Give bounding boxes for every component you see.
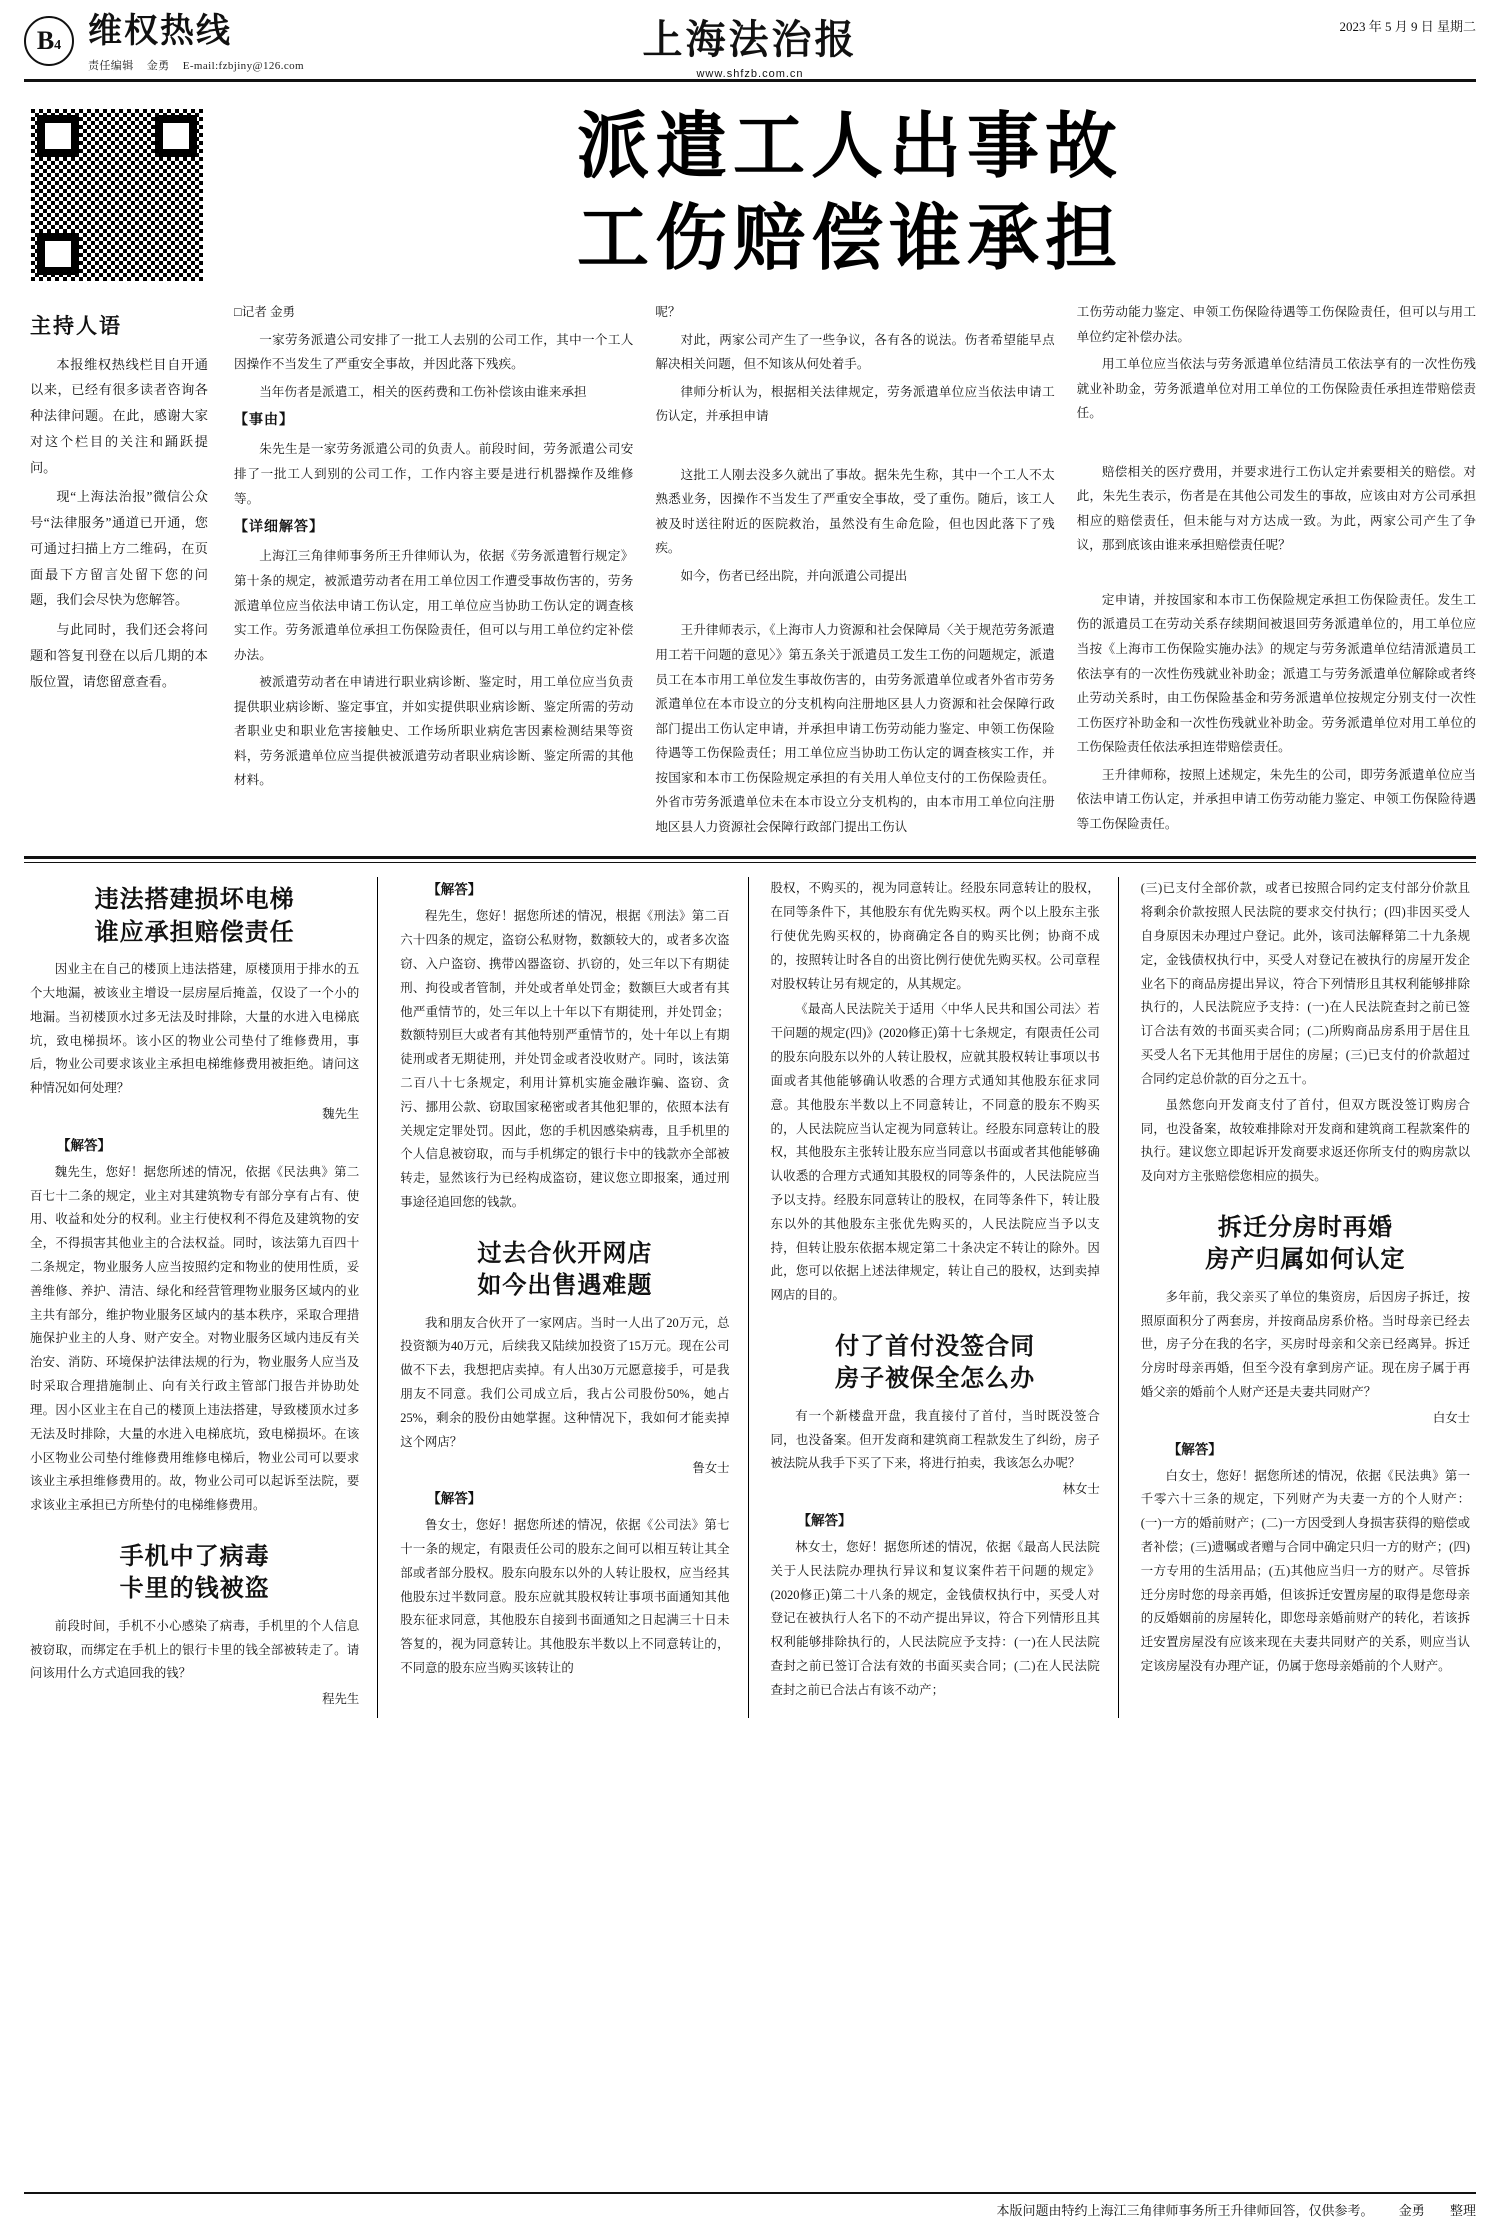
page-footer <box>24 2192 1476 2219</box>
headline-column <box>214 100 1476 843</box>
divider-thick <box>24 856 1476 859</box>
qr-code-icon[interactable] <box>28 106 206 284</box>
article-byline: □记者 金勇 <box>234 305 296 319</box>
article-reason-tag: 【事由】 <box>234 413 294 429</box>
article-paragraph: 定申请，并按国家和本市工伤保险规定承担工伤保险责任。发生工伤的派遣员工在劳动关系存续期间被退回劳务派遣单位的，用工单位应当按《上海市工伤保险实施办法》的规定与劳务派遣单位结清派遣员工依法享有的一次性伤残就业补助金；派遣工与劳务派遣单位解除或者终止劳动关系时，由工伤保险基金和劳务派遣单位按规定分别支付一次性工伤医疗补助金和一次性伤残就业补助金。劳务派遣单位对用工单位的工伤保险责任依法承担连带赔偿责任。 <box>1076 592 1476 755</box>
footer-role: 整理 <box>1449 2203 1476 2218</box>
qa-signature: 林女士 <box>1062 1482 1100 1497</box>
article-paragraph: 王升律师称，按照上述规定，朱先生的公司，即劳务派遣单位应当依法申请工伤认定，并承担申请工伤劳动能力鉴定、申领工伤保险待遇等工伤保险责任。 <box>1076 767 1476 831</box>
section-credits <box>88 57 314 73</box>
article-paragraph: 王升律师表示，《上海市人力资源和社会保障局〈关于规范劳务派遣用工若干问题的意见〉》第五条关于派遣员工发生工伤的问题规定，派遣员工在本市用工单位发生事故伤害的，由劳务派遣单位或者外省市劳务派遣单位在本市设立的分支机构向注册地区县人力资源和社会保障行政部门提出工伤认定申请，并承担申请工伤劳动能力鉴定、申领工伤保险待遇等工伤保险责任；用工单位应当协助工伤认定的调查核实工作，并按国家和本市工伤保险规定承担的有关用人单位支付的工伤保险责任。外省市劳务派遣单位未在本市设立分支机构的，由本市用工单位向注册地区县人力资源社会保障行政部门提出工伤认 <box>655 623 1055 834</box>
article-detail-tag: 【详细解答】 <box>234 520 324 536</box>
article-paragraph: 赔偿相关的医疗费用，并要求进行工伤认定并索要相关的赔偿。对此，朱先生表示，伤者是在其他公司发生的事故，应该由对方公司承担相应的赔偿责任，但未能与对方达成一致。为此，两家公司产生了争议，那到底该由谁来承担赔偿责任呢？ <box>1076 464 1476 553</box>
headline-line-1: 派遣工人出事故 <box>576 103 1123 188</box>
article-paragraph: 呢？ <box>655 305 681 319</box>
editor-name: 金勇 <box>146 59 170 72</box>
footer-editor: 金勇 <box>1398 2203 1425 2218</box>
article-column-1 <box>234 300 633 842</box>
qa-title-line: 房产归属如何认定 <box>1205 1245 1406 1274</box>
host-text <box>30 352 208 695</box>
article-paragraph: 对此，两家公司产生了一些争议，各有各的说法。伤者希望能早点解决相关问题，但不知该从何处着手。 <box>655 332 1055 372</box>
paper-title-block <box>643 8 858 80</box>
host-paragraph: 本报维权热线栏目自开通以来，已经有很多读者咨询各种法律问题。在此，感谢大家对这个栏目的关注和踊跃提问。 <box>30 356 208 475</box>
qa-title-1 <box>30 883 359 948</box>
qa-column-4 <box>1118 877 1470 1718</box>
qa-title-line: 违法搭建损坏电梯 <box>94 885 295 914</box>
qa-section <box>24 877 1476 1718</box>
qr-column <box>24 100 214 843</box>
section-header <box>88 11 314 73</box>
qa-signature: 魏先生 <box>322 1107 360 1122</box>
qa-title-line: 卡里的钱被盗 <box>119 1574 270 1603</box>
qa-title-line: 拆迁分房时再婚 <box>1217 1212 1393 1241</box>
article-column-2 <box>655 300 1054 842</box>
qa-title-3 <box>400 1237 729 1302</box>
article-paragraph: 朱先生是一家劳务派遣公司的负责人。前段时间，劳务派遣公司安排了一批工人到别的公司工作，工作内容主要是进行机器操作及维修等。 <box>234 442 634 506</box>
qa-question-body: 前段时间，手机不小心感染了病毒，手机里的个人信息被窃取，而绑定在手机上的银行卡里的钱全部被转走了。请问该用什么方式追回我的钱？ <box>30 1618 360 1681</box>
article-paragraph: 这批工人刚去没多久就出了事故。据朱先生称，其中一个工人不太熟悉业务，因操作不当发生了严重安全事故，受了重伤。随后，该工人被及时送往附近的医院救治，虽然没有生命危险，但也因此落下了残疾。 <box>655 467 1055 556</box>
article-paragraph: 律师分析认为，根据相关法律规定，劳务派遣单位应当依法申请工伤认定，并承担申请 <box>655 384 1055 424</box>
qa-column-2 <box>377 877 747 1718</box>
qa-title-5 <box>1141 1211 1470 1276</box>
qa-title-4 <box>771 1330 1100 1395</box>
qa-signature: 白女士 <box>1432 1410 1470 1425</box>
editor-email: E-mail:fzbjiny@126.com <box>182 59 304 72</box>
qa-title-line: 如今出售遇难题 <box>477 1271 653 1300</box>
qa-answer-body: 鲁女士，您好！据您所述的情况，依据《公司法》第七十一条的规定，有限责任公司的股东之间可以相互转让其全部或者部分股权。股东向股东以外的人转让股权，应当经其他股东过半数同意。股东应就其股权转让事项书面通知其他股东征求同意，其他股东自接到书面通知之日起满三十日未答复的，视为同意转让。其他股东半数以上不同意转让的，不同意的股东应当购买该转让的 <box>400 1518 730 1676</box>
article-paragraph: 当年伤者是派遣工，相关的医药费和工伤补偿该由谁来承担 <box>259 384 587 399</box>
page-badge-number: 4 <box>54 38 62 53</box>
qa-question-body: 有一个新楼盘开盘，我直接付了首付，当时既没签合同，也没备案。但开发商和建筑商工程款发生了纠纷，房子被法院从我手下买了下来，将进行拍卖，我该怎么办呢？ <box>770 1408 1100 1471</box>
qa-column-1 <box>30 877 377 1718</box>
qa-answer-body: 魏先生，您好！据您所述的情况，依据《民法典》第二百七十二条的规定，业主对其建筑物专有部分享有占有、使用、收益和处分的权利。业主行使权利不得危及建筑物的安全，不得损害其他业主的合法权益。同时，该法第九百四十二条规定，物业服务人应当按照约定和物业的使用性质，妥善维修、养护、清洁、绿化和经营管理物业服务区域内的业主共有部分，维护物业服务区域内的基本秩序，采取合理措施保护业主的人身、财产安全。对物业服务区域内违反有关治安、消防、环境保护法律法规的行为，物业服务人应当及时采取合理措施制止、向有关行政主管部门报告并协助处理。因小区业主在自己的楼顶上违法搭建，导致楼顶水过多无法及时排除，大量的水进入电梯底坑，致电梯损坏。在该小区物业公司垫付维修费用维修电梯后，物业公司可以要求该业主承担维修费用的。故，物业公司可以起诉至法院，要求该业主承担已方所垫付的电梯维修费用。 <box>30 1164 360 1513</box>
headline-line-2: 工伤赔偿谁承担 <box>576 195 1123 280</box>
qa-answer-body: 程先生，您好！据您所述的情况，根据《刑法》第二百六十四条的规定，盗窃公私财物，数额较大的，或者多次盗窃、入户盗窃、携带凶器盗窃、扒窃的，处三年以下有期徒刑、拘役或者管制，并处或者单处罚金；数额巨大或者有其他严重情节的，处三年以上十年以下有期徒刑，并处罚金；数额特别巨大或者有其他特别严重情节的，处十年以上有期徒刑或者无期徒刑，并处罚金或者没收财产。同时，该法第二百八十七条规定，利用计算机实施金融诈骗、盗窃、贪污、挪用公款、窃取国家秘密或者其他犯罪的，依照本法有关规定定罪处罚。因此，您的手机因感染病毒，且手机里的个人信息被窃取，而与手机绑定的银行卡中的钱款亦全部被转走，显然该行为已经构成盗窃，建议您立即报案，通过刑事途径追回您的钱款。 <box>400 909 730 1210</box>
qa-signature: 程先生 <box>322 1692 360 1707</box>
qa-answer-body: 林女士，您好！据您所述的情况，依据《最高人民法院关于人民法院办理执行异议和复议案件若干问题的规定》(2020修正)第二十八条的规定，金钱债权执行中，买受人对登记在被执行人名下的不动产提出异议，符合下列情形且其权利能够排除执行的，人民法院应予支持：(一)在人民法院查封之前已签订合法有效的书面买卖合同；(二)在人民法院查封之前已合法占有该不动产； <box>770 1539 1100 1697</box>
qa-title-2 <box>30 1540 359 1605</box>
qa-question-body: 我和朋友合伙开了一家网店。当时一人出了20万元，总投资额为40万元，后续我又陆续加投资了15万元。现在公司做不下去，我想把店卖掉。有人出30万元愿意接手，可是我朋友不同意。我们公司成立后，我占公司股份50%，她占25%，剩余的股份由她掌握。这种情况下，我如何才能卖掉这个网店？ <box>400 1315 730 1449</box>
qa-title-line: 过去合伙开网店 <box>477 1238 653 1267</box>
divider-thin <box>24 862 1476 863</box>
host-paragraph: 现“上海法治报”微信公众号“法律服务”通道已开通，您可通过扫描上方二维码，在页面最下方留言处留下您的问题，我们会尽快为您解答。 <box>30 489 208 608</box>
page-number-badge <box>24 16 74 66</box>
editor-label: 责任编辑 <box>88 59 134 72</box>
qa-column-3 <box>748 877 1118 1718</box>
qa-answer-tag: 【解答】 <box>427 882 482 898</box>
qa-answer-tag: 【解答】 <box>797 1513 852 1529</box>
masthead <box>24 0 1476 82</box>
qa-title-line: 谁应承担赔偿责任 <box>94 917 295 946</box>
article-paragraph: 上海江三角律师事务所王升律师认为，依据《劳务派遣暂行规定》第十条的规定，被派遣劳动者在用工单位因工作遭受事故伤害的，劳务派遣单位应当依法申请工伤认定，用工单位应当协助工伤认定的调查核实工作。劳务派遣单位承担工伤保险责任，但可以与用工单位约定补偿办法。 <box>234 549 634 662</box>
qa-signature: 鲁女士 <box>692 1460 730 1475</box>
page-title <box>224 100 1476 284</box>
qa-question-body: 因业主在自己的楼顶上违法搭建，原楼顶用于排水的五个大地漏，被该业主增设一层房屋后掩盖，仅设了一个小的地漏。当初楼顶水过多无法及时排除，大量的水进入电梯底坑，致电梯损坏。该小区的物业公司垫付了维修费用，事后，物业公司要求该业主承担电梯维修费用被拒绝。请问这种情况如何处理？ <box>30 962 360 1096</box>
article-column-3 <box>1077 300 1476 842</box>
qa-title-line: 付了首付没签合同 <box>835 1332 1036 1361</box>
qa-answer-body: (三)已支付全部价款，或者已按照合同约定支付部分价款且将剩余价款按照人民法院的要求交付执行；(四)非因买受人自身原因未办理过户登记。此外，该司法解释第二十九条规定，金钱债权执行中，买受人对登记在被执行的房屋开发企业名下的商品房提出异议，符合下列情形且其权利能够排除执行的，人民法院应予支持：(一)在人民法院查封之前已签订合法有效的书面买卖合同；(二)所购商品房系用于居住且买受人名下无其他用于居住的房屋；(三)已支付的价款超过合同约定总价款的百分之五十。 <box>1140 881 1470 1086</box>
qa-title-line: 房子被保全怎么办 <box>835 1364 1036 1393</box>
paper-name: 上海法治报 <box>642 17 858 62</box>
article-paragraph: 用工单位应当依法与劳务派遣单位结清员工依法享有的一次性伤残就业补助金，劳务派遣单位对用工单位的工伤保险责任承担连带赔偿责任。 <box>1076 357 1476 421</box>
article-paragraph: 被派遣劳动者在申请进行职业病诊断、鉴定时，用工单位应当负责提供职业病诊断、鉴定事宜，并如实提供职业病诊断、鉴定所需的劳动者职业史和职业危害接触史、工作场所职业病危害因素检测结果等资料，劳务派遣单位应当提供被派遣劳动者职业病诊断、鉴定所需的其他材料。 <box>234 675 634 788</box>
qa-answer-body: 虽然您向开发商支付了首付，但双方既没签订购房合同，也没备案，故较难排除对开发商和建筑商工程款案件的执行。建议您立即起诉开发商要求返还你所支付的购房款以及向对方主张赔偿您相应的损失。 <box>1140 1097 1470 1184</box>
section-title: 维权热线 <box>88 11 232 51</box>
paper-url[interactable]: www.shfzb.com.cn <box>696 68 804 80</box>
qa-answer-tag: 【解答】 <box>1167 1441 1222 1457</box>
main-article <box>224 300 1476 842</box>
article-paragraph: 工伤劳动能力鉴定、申领工伤保险待遇等工伤保险责任，但可以与用工单位约定补偿办法。 <box>1076 305 1476 344</box>
qa-question-body: 多年前，我父亲买了单位的集资房，后因房子拆迁，按照原面积分了两套房，并按商品房系价格。当时母亲已经去世，房子分在我的名字，买房时母亲和父亲已经离异。拆迁分房时母亲再婚，但至今没有拿到房产证。现在房子属于再婚父亲的婚前个人财产还是夫妻共同财产？ <box>1140 1289 1470 1399</box>
top-area <box>24 82 1476 843</box>
qa-answer-body: 《最高人民法院关于适用〈中华人民共和国公司法〉若干问题的规定(四)》(2020修正)第十七条规定，有限责任公司的股东向股东以外的人转让股权，应就其股权转让事项以书面或者其他能够确认收悉的合理方式通知其他股东征求同意。其他股东半数以上不同意转让，不同意的股东不购买的，人民法院应当认定视为同意转让。经股东同意转让的股权，其他股东主张转让股东应当同意以书面或者其他能够确认收悉的合理方式通知其股权的同等条件的，人民法院应当予以支持。经股东同意转让的股权，在同等条件下，转让股东以外的其他股东主张优先购买的，人民法院应当予以支持，但转让股东依据本规定第二十条决定不转让的除外。因此，您可以依据上述法律规定，转让自己的股权，达到卖掉网店的目的。 <box>770 1002 1100 1303</box>
article-paragraph: 如今，伤者已经出院，并向派遣公司提出 <box>680 568 908 583</box>
qa-answer-body: 白女士，您好！据您所述的情况，依据《民法典》第一千零六十三条的规定，下列财产为夫妻一方的个人财产：(一)一方的婚前财产；(二)一方因受到人身损害获得的赔偿或者补偿；(三)遗嘱或者赠与合同中确定只归一方的财产；(四)一方专用的生活用品；(五)其他应当归一方的财产。尽管拆迁分房时您的母亲再婚，但该拆迁安置房屋的取得是您母亲的反婚姻前的房屋转化，即您母亲婚前财产的转化，若该拆迁安置房屋没有应该来现在夫妻共同财产的关系，则应当认定该房屋没有办理产证，仍属于您母亲婚前的个人财产。 <box>1140 1468 1470 1674</box>
issue-date: 2023 年 5 月 9 日 星期二 <box>1339 19 1476 34</box>
article-paragraph: 一家劳务派遣公司安排了一批工人去别的公司工作，其中一个工人因操作不当发生了严重安全事故，并因此落下残疾。 <box>234 332 634 372</box>
footer-note: 本版问题由特约上海江三角律师事务所王升律师回答，仅供参考。 <box>996 2203 1374 2218</box>
qa-title-line: 手机中了病毒 <box>119 1541 270 1570</box>
host-section-title: 主持人语 <box>30 313 122 338</box>
qa-answer-body: 股权，不购买的，视为同意转让。经股东同意转让的股权，在同等条件下，其他股东有优先购买权。两个以上股东主张行使优先购买权的，协商确定各自的购买比例；协商不成的，按照转让时各自的出资比例行使优先购买权。公司章程对股权转让另有规定的，从其规定。 <box>770 881 1100 991</box>
qa-answer-tag: 【解答】 <box>427 1491 482 1507</box>
host-paragraph: 与此同时，我们还会将问题和答复刊登在以后几期的本版位置，请您留意查看。 <box>30 622 208 689</box>
qa-answer-tag: 【解答】 <box>57 1137 111 1153</box>
page-badge-letter: B <box>36 26 55 55</box>
